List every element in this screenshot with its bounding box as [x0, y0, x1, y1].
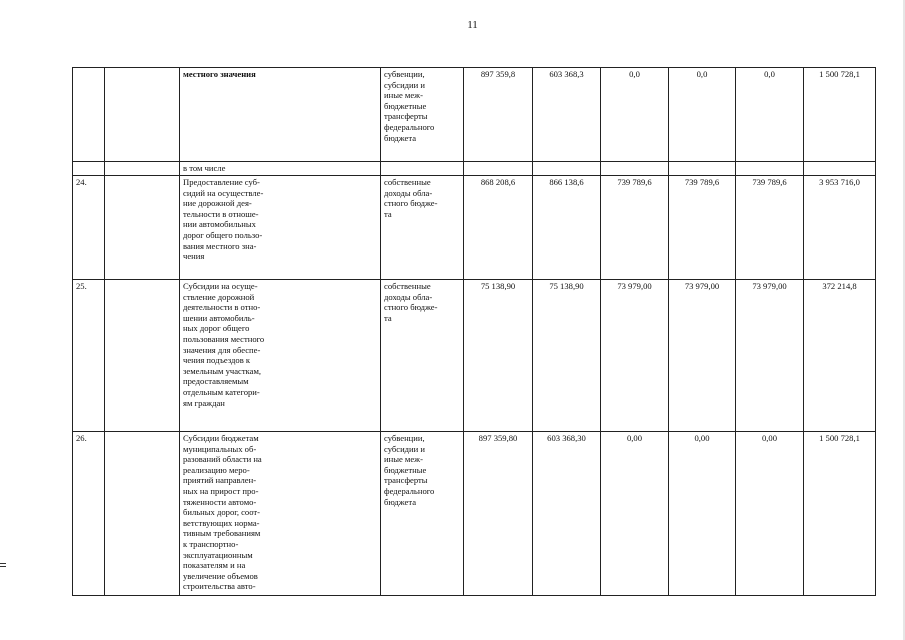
activity-name-cell — [180, 68, 381, 162]
activity-name-line: тивным требованиям — [183, 528, 261, 539]
blank-cell — [105, 68, 180, 162]
activity-name-line: муниципальных об- — [183, 443, 257, 454]
margin-mark — [0, 563, 6, 569]
activity-name-line: показателям и на — [183, 560, 246, 571]
funding-source-cell — [381, 280, 464, 432]
amount-cell: 73 979,00 — [669, 280, 736, 432]
amount-cell: 868 208,6 — [464, 176, 533, 280]
table-row — [73, 176, 876, 280]
funding-source-line: та — [384, 312, 392, 323]
amount-cell: 866 138,6 — [533, 176, 601, 280]
funding-source-line: федерального — [384, 121, 435, 132]
funding-source-line: трансферты — [384, 111, 428, 122]
total-cell: 1 500 728,1 — [804, 432, 876, 596]
activity-name-line: отдельным категори- — [183, 386, 260, 397]
funding-source-line: бюджетные — [384, 464, 427, 475]
activity-name-line: сидий на осуществле- — [183, 187, 264, 198]
activity-name-line: ных дорог общего — [183, 323, 250, 334]
activity-name-line: дорог общего пользо- — [183, 229, 263, 240]
funding-source-line: та — [384, 208, 392, 219]
funding-source-line: собственные — [384, 177, 431, 187]
amount-cell: 0,00 — [601, 432, 669, 596]
activity-name-cell — [180, 176, 381, 280]
funding-source-line: стного бюдже- — [384, 302, 438, 313]
amount-cell — [533, 162, 601, 176]
funding-source-line: собственные — [384, 281, 431, 291]
funding-source-line: бюджета — [384, 132, 417, 143]
row-number: 24. — [73, 176, 105, 280]
row-number: 25. — [73, 280, 105, 432]
activity-name-line: вания местного зна- — [183, 240, 257, 251]
amount-cell: 897 359,80 — [464, 432, 533, 596]
funding-source-line: иные меж- — [384, 454, 423, 465]
row-number — [73, 162, 105, 176]
budget-table — [72, 67, 876, 596]
activity-name-line: приятий направлен- — [183, 475, 257, 486]
activity-name-line: деятельности в отно- — [183, 302, 261, 313]
activity-name-line: ветствующих норма- — [183, 517, 260, 528]
amount-cell: 739 789,6 — [736, 176, 804, 280]
funding-source-line: доходы обла- — [384, 291, 433, 302]
activity-name-cell — [180, 162, 381, 176]
blank-cell — [105, 162, 180, 176]
amount-cell — [669, 162, 736, 176]
activity-name-line: пользования местного — [183, 333, 265, 344]
table-row — [73, 280, 876, 432]
activity-name-line: тяженности автомо- — [183, 496, 257, 507]
activity-name-cell — [180, 432, 381, 596]
activity-name-line: ствление дорожной — [183, 291, 255, 302]
amount-cell: 603 368,3 — [533, 68, 601, 162]
table-row — [73, 162, 876, 176]
amount-cell: 603 368,30 — [533, 432, 601, 596]
total-cell: 372 214,8 — [804, 280, 876, 432]
amount-cell: 75 138,90 — [533, 280, 601, 432]
activity-name-line: значения для обеспе- — [183, 344, 261, 355]
amount-cell: 0,0 — [601, 68, 669, 162]
activity-name-line: чения подъездов к — [183, 355, 251, 366]
activity-name-line: предоставляемым — [183, 376, 249, 387]
activity-name-line: в том числе — [183, 163, 226, 173]
activity-name-line: строительства авто- — [183, 581, 256, 592]
activity-name-line: ных на прирост про- — [183, 485, 259, 496]
activity-name-line: чения — [183, 251, 205, 262]
activity-name-line: реализацию меро- — [183, 464, 250, 475]
activity-name-line: Субсидии на осуще- — [183, 281, 258, 291]
activity-name-line: ние дорожной дея- — [183, 198, 252, 209]
amount-cell: 0,0 — [669, 68, 736, 162]
activity-name-line: разований области на — [183, 454, 262, 465]
blank-cell — [105, 280, 180, 432]
amount-cell: 739 789,6 — [601, 176, 669, 280]
amount-cell — [601, 162, 669, 176]
activity-name-line: Субсидии бюджетам — [183, 433, 259, 443]
row-number — [73, 68, 105, 162]
table-row — [73, 68, 876, 162]
activity-name-line: местного значения — [183, 69, 256, 79]
funding-source-line: стного бюдже- — [384, 198, 438, 209]
amount-cell: 0,00 — [736, 432, 804, 596]
funding-source-line: федерального — [384, 485, 435, 496]
funding-source-line: субвенции, — [384, 433, 425, 443]
amount-cell — [736, 162, 804, 176]
activity-name-cell — [180, 280, 381, 432]
activity-name-line: нии автомобильных — [183, 219, 256, 230]
activity-name-line: шении автомобиль- — [183, 312, 255, 323]
funding-source-cell — [381, 176, 464, 280]
amount-cell — [464, 162, 533, 176]
activity-name-line: тельности в отноше- — [183, 208, 259, 219]
funding-source-cell — [381, 432, 464, 596]
amount-cell: 897 359,8 — [464, 68, 533, 162]
funding-source-line: субсидии и — [384, 443, 425, 454]
page-number: 11 — [467, 19, 478, 31]
amount-cell: 739 789,6 — [669, 176, 736, 280]
blank-cell — [105, 432, 180, 596]
funding-source-cell — [381, 68, 464, 162]
activity-name-line: бильных дорог, соот- — [183, 507, 261, 518]
activity-name-line: земельным участкам, — [183, 365, 262, 376]
activity-name-line: увеличение объемов — [183, 570, 258, 581]
funding-source-cell — [381, 162, 464, 176]
activity-name-line: эксплуатационным — [183, 549, 253, 560]
activity-name-line: ям граждан — [183, 397, 225, 408]
funding-source-line: бюджета — [384, 496, 417, 507]
row-number: 26. — [73, 432, 105, 596]
funding-source-line: доходы обла- — [384, 187, 433, 198]
blank-cell — [105, 176, 180, 280]
amount-cell: 0,0 — [736, 68, 804, 162]
total-cell: 3 953 716,0 — [804, 176, 876, 280]
amount-cell: 73 979,00 — [601, 280, 669, 432]
funding-source-line: субвенции, — [384, 69, 425, 79]
total-cell — [804, 162, 876, 176]
activity-name-line: Предоставление суб- — [183, 177, 260, 187]
total-cell: 1 500 728,1 — [804, 68, 876, 162]
funding-source-line: трансферты — [384, 475, 428, 486]
amount-cell: 0,00 — [669, 432, 736, 596]
funding-source-line: бюджетные — [384, 100, 427, 111]
funding-source-line: иные меж- — [384, 90, 423, 101]
activity-name-line: к транспортно- — [183, 538, 239, 549]
amount-cell: 75 138,90 — [464, 280, 533, 432]
table-row — [73, 432, 876, 596]
table-body — [73, 68, 876, 596]
funding-source-line: субсидии и — [384, 79, 425, 90]
amount-cell: 73 979,00 — [736, 280, 804, 432]
